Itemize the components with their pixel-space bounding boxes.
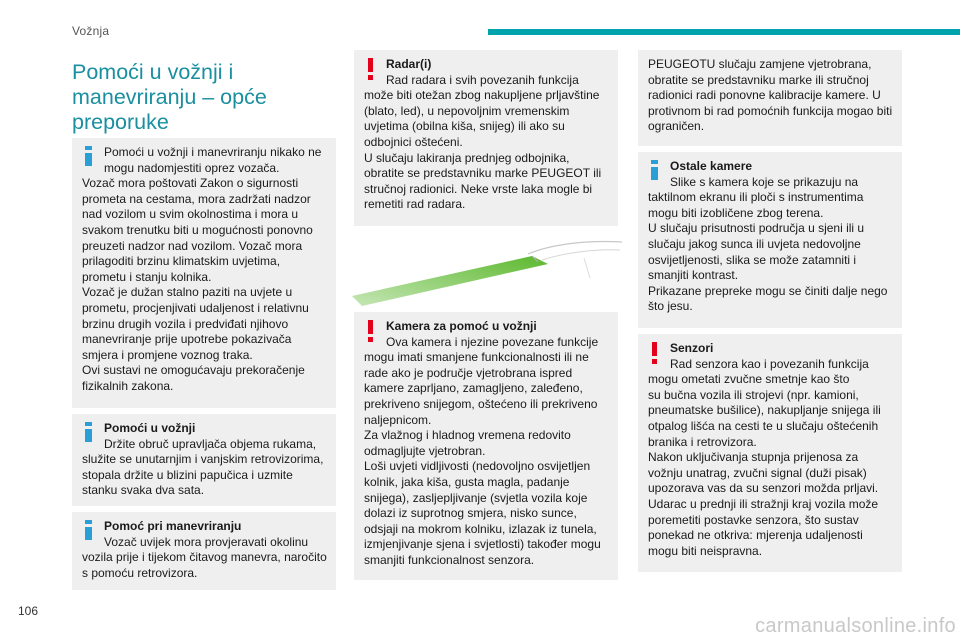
text-line: mogu biti izobličene zbog terena. [648,205,824,220]
text-line: s pomoću retrovizora. [82,565,198,580]
text-line: Za vlažnog i hladnog vremena redovito [364,428,571,443]
warning-icon [367,320,375,342]
info-box-text [82,519,328,581]
box-title-text: Pomoć pri manevriranju [104,519,242,533]
pillar-outline [584,258,590,278]
box-title [82,519,328,535]
box-title-text: Senzori [670,341,714,355]
text-line: otpalog lišća na cesti te u slučaju oštećenih [648,418,879,433]
text-line: dolazi iz suprotnog smjera, nisko sunce, [364,506,577,521]
text-line: radionici radi ponovne kalibracije kamere. U [648,88,881,103]
text-line: vozila prije i tijekom čitavog manevra, naročito [82,550,327,565]
text-line: uvjetima (obilna kiša, snijeg) ili ako su [364,119,565,134]
page-number: 106 [18,604,39,618]
text-line: osvijetljenosti, slika se može zatamniti i [648,252,857,267]
text-line: obratite se predstavniku marke PEUGEOT ili [364,166,602,181]
text-line: Vozač je dužan stalno paziti na uvjete u [82,285,293,300]
text-box-windscreen [638,50,902,146]
text-line: Ova kamera i njezine povezane funkcije [386,334,599,349]
text-line: nad vozilom u svim okolnostima i mora u [82,207,299,222]
warning-box-text [364,319,610,569]
text-line: mogu imati smanjene funkcionalnosti ili ne [364,350,589,365]
page-title-line: manevriranju – opće [72,85,267,109]
text-line: preuzeti nadzor nad vozilom. Vozač mora [82,238,303,253]
text-line: mogu nadomjestiti oprez vozača. [104,160,280,175]
text-line: Pomoći u vožnji i manevriranju nikako ne [104,145,322,159]
text-line: stopala držite u blizini papučica i uzmite [82,467,293,482]
text-line: upozorava vas da su senzori možda prljavi. [648,481,879,496]
text-line: ponekad ne otkriva: mjerenja udaljenosti [648,528,863,543]
section-title: Vožnja [72,24,110,38]
text-line: Rad radara i svih povezanih funkcija [386,72,579,87]
text-line: slučaju jakog sunca ili uvjeta nedovoljne [648,236,861,251]
text-line: prekriveno snijegom, oštećeno ili prekriveno [364,396,598,411]
text-line: U slučaju prisutnosti područja u sjeni ili u [648,221,865,236]
text-line: prometu i stanju kolnika. [82,269,212,284]
text-line: ograničen. [648,119,705,134]
warning-box-text [364,57,610,213]
box-title [364,319,610,335]
text-line: smanjiti kontrast. [648,268,739,283]
text-line: Nakon uključivanja stupnja prijenosa za [648,450,859,465]
text-line: Vozač mora poštovati Zakon o sigurnosti [82,176,299,191]
text-line: PEUGEOTU slučaju zamjene vjetrobrana, [648,57,872,71]
warning-box-radar [354,50,618,226]
text-line: manevriranje prije upotrebe pokazivača [82,332,292,347]
text-line: poremetiti postavke senzora, što sustav [648,512,859,527]
text-line: smjera i promjene voznog traka. [82,347,253,362]
text-line: prometa na cestama, mora zadržati nadzor [82,191,311,206]
text-line: protivnom bi rad pomoćnih funkcija mogao biti [648,103,893,118]
page-title-line: Pomoći u vožnji i [72,60,234,84]
box-title [648,159,894,175]
text-line: Ovi sustavi ne omogućavaju prekoračenje [82,363,305,378]
info-box-text [648,159,894,315]
text-line: branika i retrovizora. [648,434,757,449]
text-line: što jesu. [648,299,693,314]
text-line: Udarac u prednji ili stražnji kraj vozila može [648,496,879,511]
text-line: rade ako je područje vjetrobrana ispred [364,365,573,380]
info-box-general [72,138,336,408]
text-line: odbojnici oštećeni. [364,134,463,149]
box-title-text: Radar(i) [386,57,432,71]
box-title [364,57,610,73]
text-line: izmjenjivanje sjena i svjetlosti) također mogu [364,537,601,552]
header-accent-bar [488,29,960,35]
text-line: Slike s kamera koje se prikazuju na [670,174,859,189]
box-title [82,421,328,437]
info-box-text [82,145,328,395]
text-line: stanku svaka dva sata. [82,483,205,498]
box-title [648,341,894,357]
text-line: Rad senzora kao i povezanih funkcija [670,356,869,371]
text-line: su bučna vozila ili strojevi (npr. kamioni, [648,387,859,402]
info-icon [85,146,93,166]
text-line: Držite obruč upravljača objema rukama, [104,436,317,451]
box-title-text: Kamera za pomoć u vožnji [386,319,537,333]
warning-icon [367,58,375,80]
text-box-content [648,57,894,135]
text-line: obratite se predstavniku marke ili stručnoj [648,72,869,87]
text-line: taktilnom ekranu ili ploči s instrumentima [648,190,864,205]
text-line: Vozač uvijek mora provjeravati okolinu [104,534,309,549]
info-box-driving-aids [72,414,336,506]
text-line: brzinu drugih vozila i predviđati njihovo [82,316,289,331]
text-line: kolnik, jaka kiša, gusta magla, padanje [364,474,570,489]
text-line: stručnoj radionici. Neke vrste laka mogle bi [364,181,593,196]
text-line: pneumatske bušilice), nakupljanje snijega ili [648,403,881,418]
text-line: mogu ometati zvučne smetnje kao što [648,372,850,387]
text-line: naljepnicom. [364,412,432,427]
page-title-line: preporuke [72,110,169,134]
box-title-text: Ostale kamere [670,159,753,173]
info-icon [651,160,659,180]
text-line: fizikalnih zakona. [82,378,174,393]
info-icon [85,422,93,442]
text-line: U slučaju lakiranja prednjeg odbojnika, [364,150,570,165]
text-line: Loši uvjeti vidljivosti (nedovoljno osvijetljen [364,459,591,474]
info-box-other-cameras [638,152,902,328]
box-title-text: Pomoći u vožnji [104,421,196,435]
text-line: može biti otežan zbog nakupljene prljavštine [364,88,600,103]
watermark: carmanualsonline.info [755,615,956,637]
page-title [72,60,322,135]
text-line: kamere zaprljano, zamagljeno, zaleđeno, [364,381,583,396]
text-line: snijega), zasljepljivanje (svjetla vozila koje [364,490,588,505]
text-line: odmagljujte vjetrobran. [364,443,486,458]
roof-outline [542,250,620,260]
text-line: mogu biti neispravna. [648,543,763,558]
text-line: smanjiti funkcionalnost senzora. [364,552,535,567]
warning-box-camera [354,312,618,580]
text-line: služite se unutarnjim i vanjskim retrovizorima, [82,452,324,467]
info-icon [85,520,93,540]
text-line: Prikazane prepreke mogu se činiti dalje nego [648,283,888,298]
camera-field-illustration [352,236,622,306]
text-line: remetiti rad radara. [364,197,466,212]
text-line: vožnju unatrag, zvučni signal (duži pisak) [648,465,867,480]
text-line: prilagoditi brzinu klimatskim uvjetima, [82,254,281,269]
warning-icon [651,342,659,364]
info-box-manoeuvring [72,512,336,590]
info-box-text [82,421,328,499]
camera-beam [352,256,548,306]
text-line: odsjaji na mokrom kolniku, izlazak iz tunela, [364,521,597,536]
warning-box-text [648,341,894,559]
text-line: (blato, led), u nepovoljnim vremenskim [364,103,570,118]
warning-box-sensors [638,334,902,572]
text-line: prometu, procjenjivati udaljenost i relativnu [82,300,309,315]
text-line: svakom trenutku biti u mogućnosti ponovno [82,222,313,237]
